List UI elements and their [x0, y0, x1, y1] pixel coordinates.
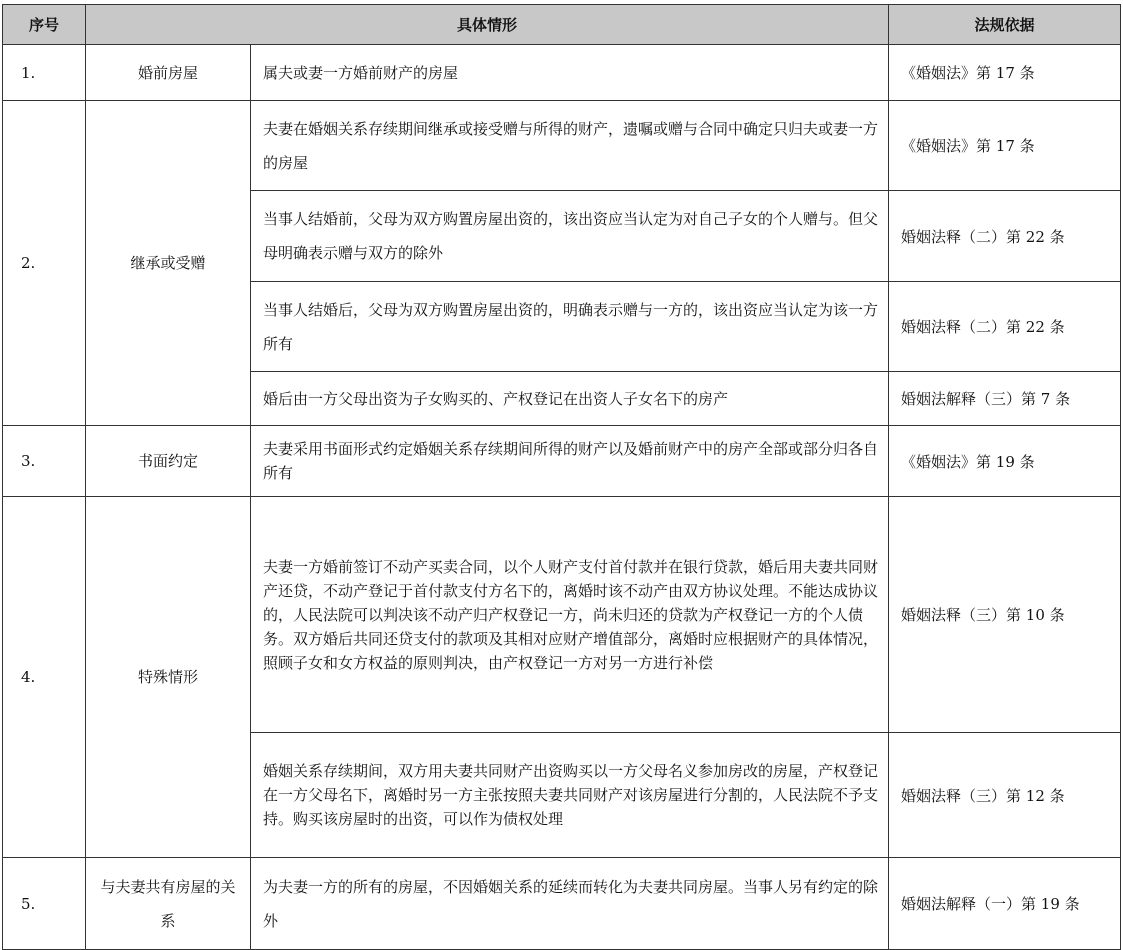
basis-cell: 婚姻法解释（一）第 19 条 — [889, 858, 1121, 950]
basis-cell: 婚姻法解释（三）第 7 条 — [889, 372, 1121, 426]
basis-cell: 婚姻法释（三）第 12 条 — [889, 733, 1121, 858]
legal-basis-table — [2, 4, 1121, 950]
situation-cell: 当事人结婚后，父母为双方购置房屋出资的，明确表示赠与一方的，该出资应当认定为该一方所有 — [251, 282, 889, 372]
basis-cell: 婚姻法释（二）第 22 条 — [889, 191, 1121, 282]
situation-cell: 当事人结婚前，父母为双方购置房屋出资的，该出资应当认定为对自己子女的个人赠与。但父母明确表示赠与双方的除外 — [251, 191, 889, 282]
basis-cell: 婚姻法释（二）第 22 条 — [889, 282, 1121, 372]
situation-cell: 为夫妻一方的所有的房屋，不因婚姻关系的延续而转化为夫妻共同房屋。当事人另有约定的除外 — [251, 858, 889, 950]
table-row — [3, 426, 1121, 497]
row-category: 书面约定 — [86, 426, 251, 497]
row-seq: 5. — [3, 858, 86, 950]
situation-cell: 婚后由一方父母出资为子女购买的、产权登记在出资人子女名下的房产 — [251, 372, 889, 426]
situation-cell: 属夫或妻一方婚前财产的房屋 — [251, 45, 889, 101]
table-row — [3, 858, 1121, 950]
situation-cell: 夫妻一方婚前签订不动产买卖合同，以个人财产支付首付款并在银行贷款，婚后用夫妻共同财产还贷，不动产登记于首付款支付方名下的，离婚时该不动产由双方协议处理。不能达成协议的，人民法院可以判决该不动产归产权登记一方，尚未归还的贷款为产权登记一方的个人债务。双方婚后共同还贷支付的款项及其相对应财产增值部分，离婚时应根据财产的具体情况，照顾子女和女方权益的原则判决，由产权登记一方对另一方进行补偿 — [251, 497, 889, 733]
header-situation: 具体情形 — [86, 5, 889, 45]
header-seq: 序号 — [3, 5, 86, 45]
table-row — [3, 497, 1121, 733]
situation-cell: 婚姻关系存续期间，双方用夫妻共同财产出资购买以一方父母名义参加房改的房屋，产权登记在一方父母名下，离婚时另一方主张按照夫妻共同财产对该房屋进行分割的，人民法院不予支持。购买该房屋时的出资，可以作为债权处理 — [251, 733, 889, 858]
basis-cell: 《婚姻法》第 17 条 — [889, 101, 1121, 191]
basis-cell: 婚姻法释（三）第 10 条 — [889, 497, 1121, 733]
situation-cell: 夫妻采用书面形式约定婚姻关系存续期间所得的财产以及婚前财产中的房产全部或部分归各自所有 — [251, 426, 889, 497]
row-category: 特殊情形 — [86, 497, 251, 858]
row-seq: 1. — [3, 45, 86, 101]
row-category: 婚前房屋 — [86, 45, 251, 101]
row-seq: 2. — [3, 101, 86, 426]
table-row — [3, 101, 1121, 191]
situation-cell: 夫妻在婚姻关系存续期间继承或接受赠与所得的财产，遗嘱或赠与合同中确定只归夫或妻一方的房屋 — [251, 101, 889, 191]
row-category: 与夫妻共有房屋的关系 — [86, 858, 251, 950]
basis-cell: 《婚姻法》第 19 条 — [889, 426, 1121, 497]
row-seq: 3. — [3, 426, 86, 497]
row-category: 继承或受赠 — [86, 101, 251, 426]
basis-cell: 《婚姻法》第 17 条 — [889, 45, 1121, 101]
header-row — [3, 5, 1121, 45]
row-seq: 4. — [3, 497, 86, 858]
header-basis: 法规依据 — [889, 5, 1121, 45]
table-row — [3, 45, 1121, 101]
